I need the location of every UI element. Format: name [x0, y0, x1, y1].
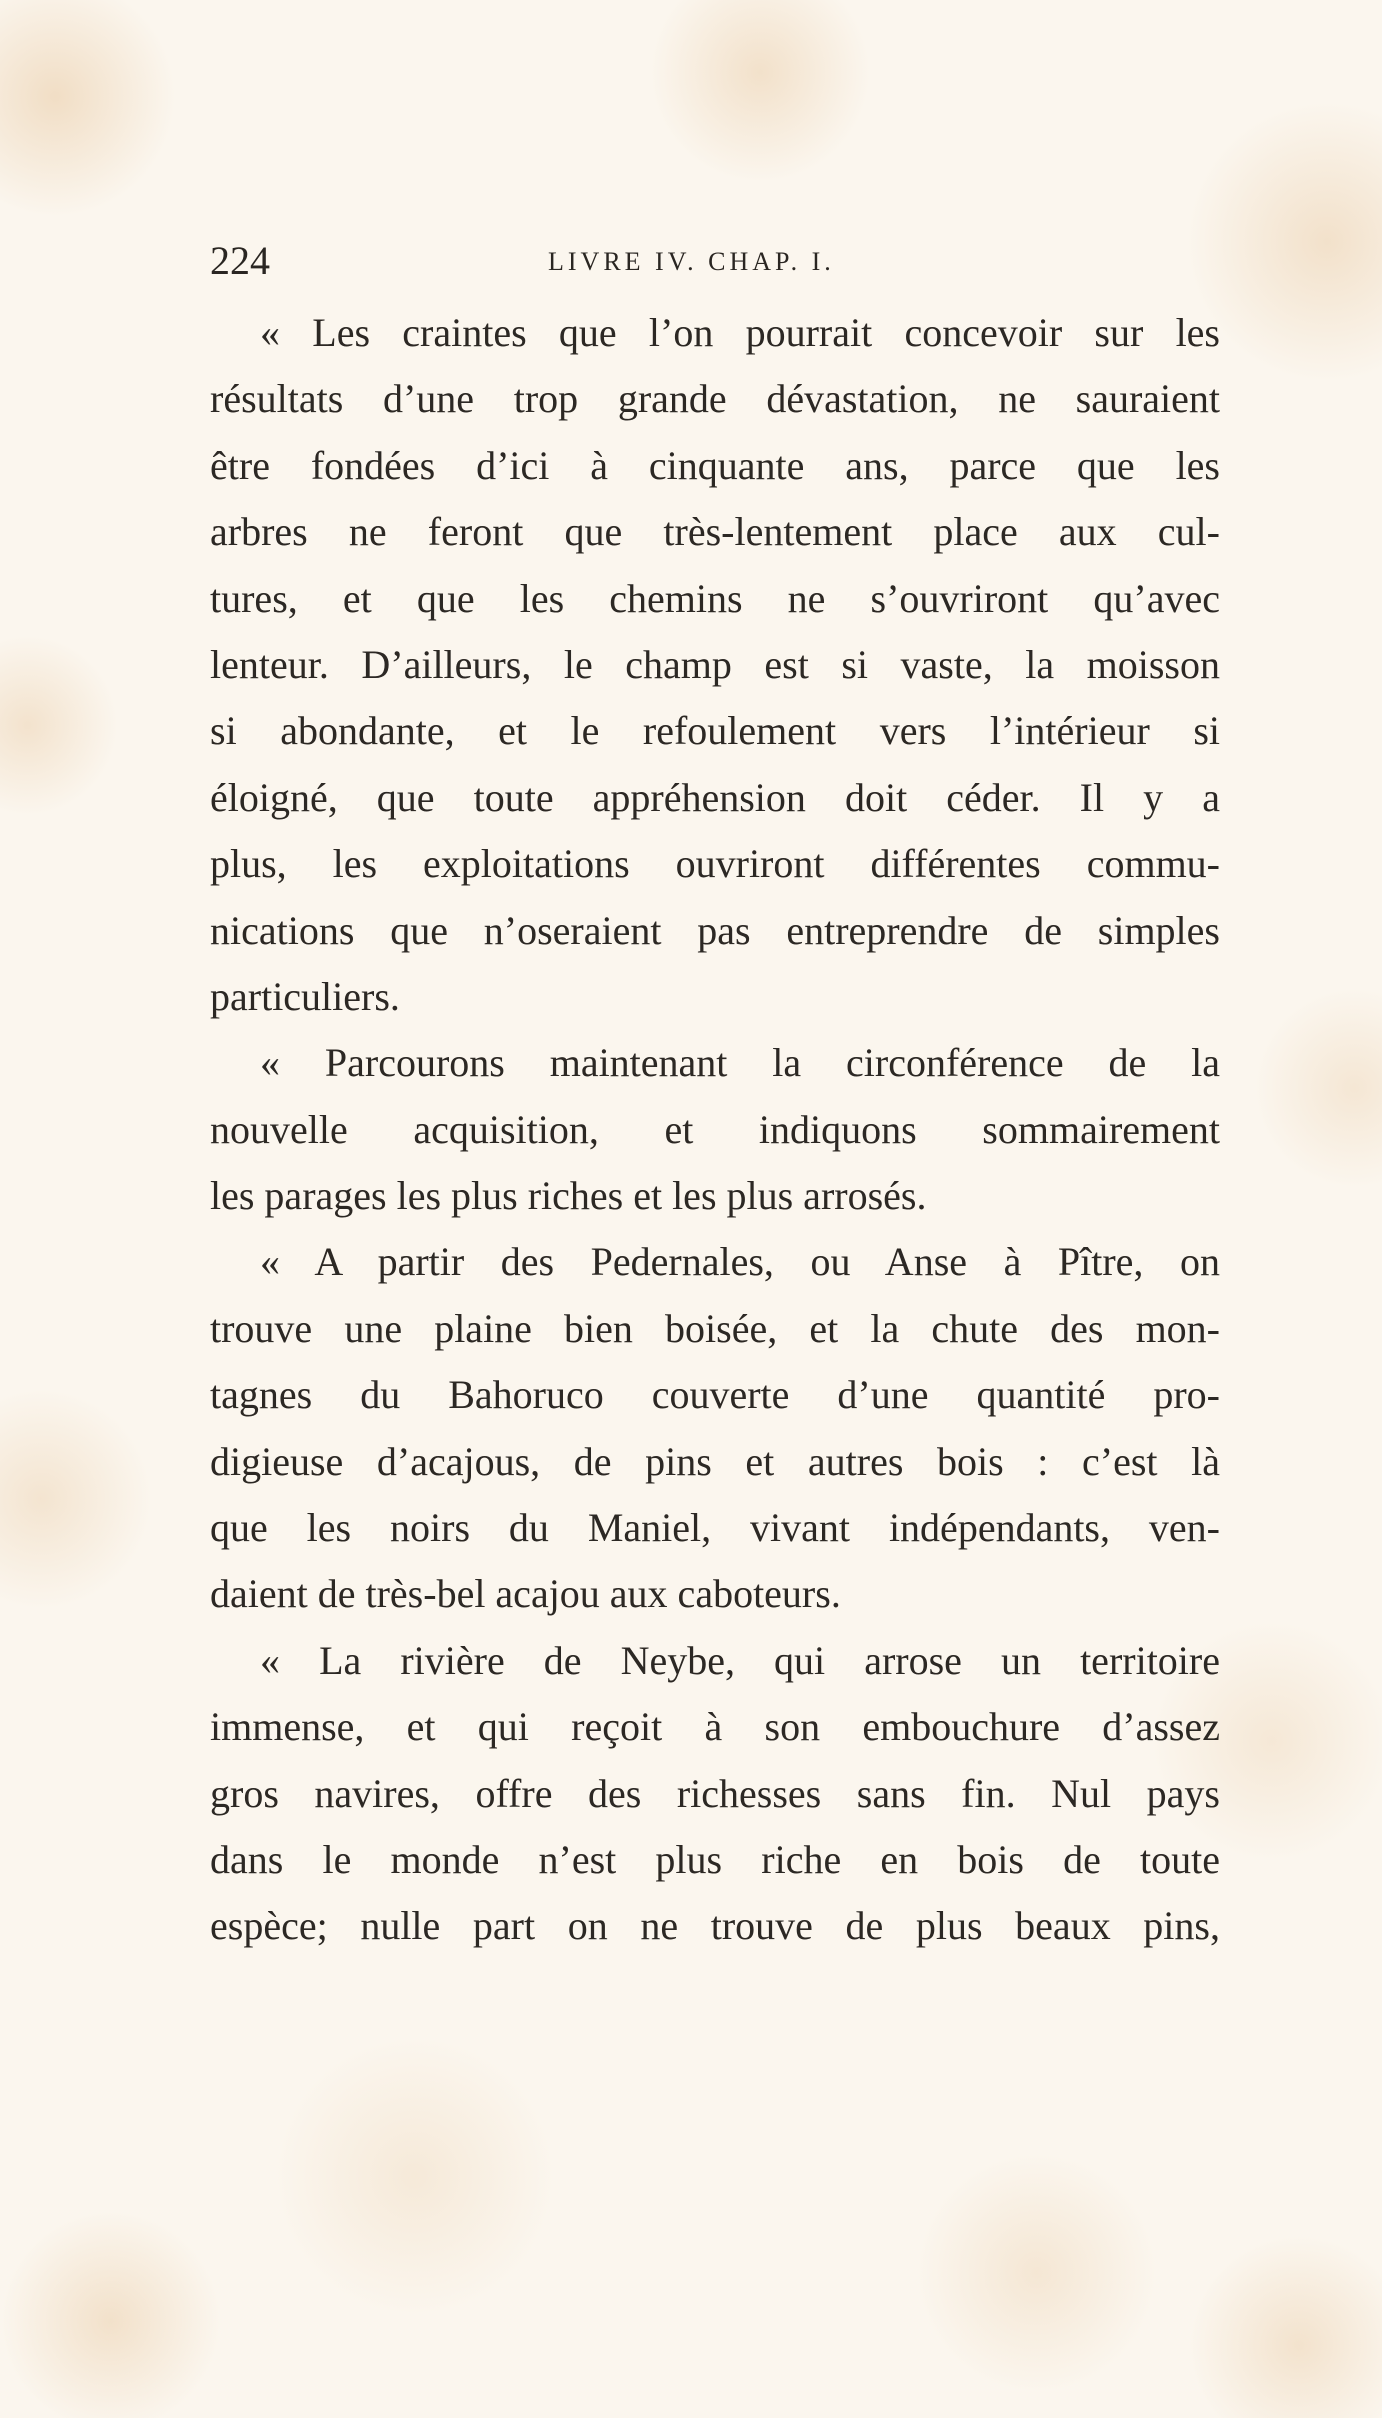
text-line: espèce; nulle part on ne trouve de plus beaux pins,: [210, 1903, 1220, 1949]
text-line: éloigné, que toute appréhension doit céder. Il y a: [210, 774, 1220, 820]
text-line: tures, et que les chemins ne s’ouvriront qu’avec: [210, 575, 1220, 621]
body-text: [210, 300, 1220, 1960]
text-line: si abondante, et le refoulement vers l’intérieur si: [210, 708, 1220, 754]
text-line: nouvelle acquisition, et indiquons sommairement: [210, 1106, 1220, 1152]
text-line: trouve une plaine bien boisée, et la chute des mon-: [210, 1305, 1220, 1351]
text-line: « Les craintes que l’on pourrait concevoir sur les: [260, 310, 1220, 355]
text-line: lenteur. D’ailleurs, le champ est si vaste, la moisson: [210, 641, 1220, 687]
page-number: 224: [210, 238, 270, 283]
text-line: daient de très-bel acajou aux caboteurs.: [210, 1571, 841, 1617]
text-line: gros navires, offre des richesses sans fin. Nul pays: [210, 1770, 1220, 1816]
text-line: être fondées d’ici à cinquante ans, parce que les: [210, 442, 1220, 488]
text-line: résultats d’une trop grande dévastation, ne sauraient: [210, 376, 1220, 422]
text-line: digieuse d’acajous, de pins et autres bois : c’est là: [210, 1438, 1220, 1484]
text-line: les parages les plus riches et les plus arrosés.: [210, 1173, 927, 1219]
text-line: particuliers.: [210, 973, 400, 1019]
text-line: plus, les exploitations ouvriront différentes commu-: [210, 841, 1220, 887]
text-line: que les noirs du Maniel, vivant indépendants, ven-: [210, 1505, 1220, 1551]
text-line: immense, et qui reçoit à son embouchure d’assez: [210, 1704, 1220, 1750]
text-line: « Parcourons maintenant la circonférence de la: [260, 1040, 1220, 1086]
running-title: LIVRE IV. CHAP. I.: [548, 247, 835, 276]
text-line: « A partir des Pedernales, ou Anse à Pître, on: [260, 1239, 1220, 1285]
text-line: arbres ne feront que très-lentement place aux cul-: [210, 509, 1220, 555]
text-line: dans le monde n’est plus riche en bois de toute: [210, 1836, 1220, 1882]
text-line: tagnes du Bahoruco couverte d’une quantité pro-: [210, 1372, 1220, 1418]
text-line: nications que n’oseraient pas entreprendre de simples: [210, 907, 1220, 953]
text-line: « La rivière de Neybe, qui arrose un territoire: [260, 1637, 1220, 1683]
running-head: [210, 236, 1010, 286]
